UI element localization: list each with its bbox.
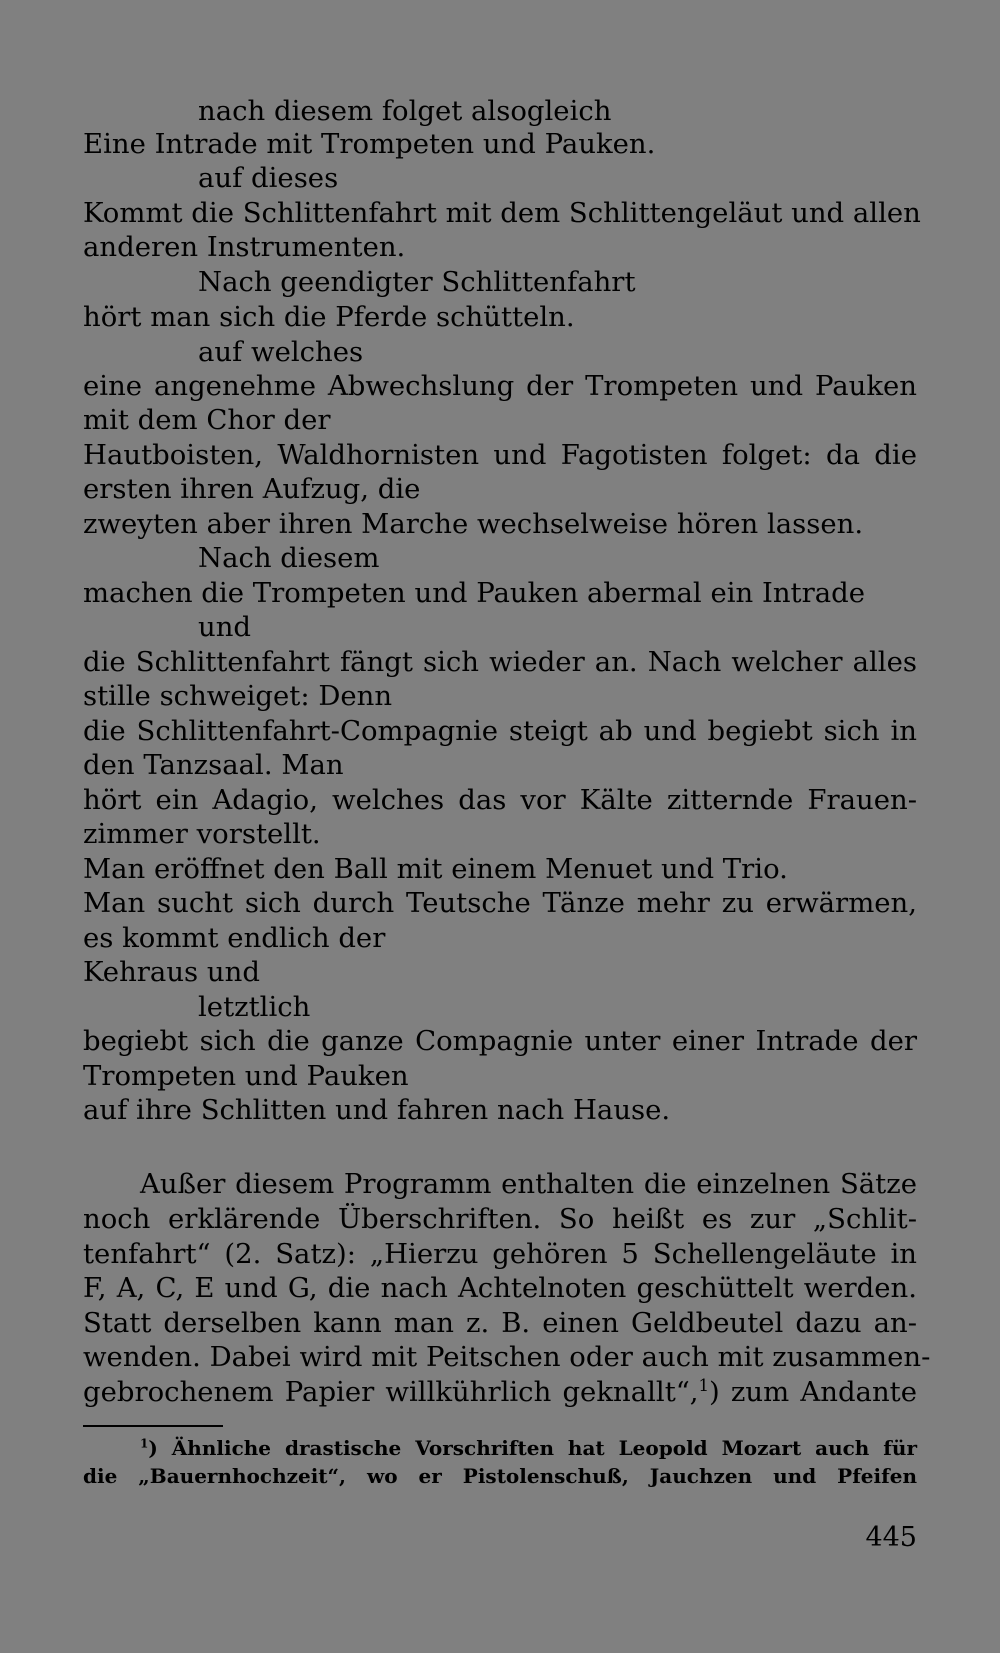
- program-line: machen die Trompeten und Pauken abermal ein Intrade: [83, 577, 866, 609]
- footnote-divider: [83, 1425, 223, 1427]
- footnote-text: ) Ähnliche drastische Vorschriften hat Leopold Mozart auch für: [148, 1436, 917, 1460]
- body-line-text: gebrochenem Papier willkührlich geknallt“,: [83, 1376, 699, 1408]
- program-line: zweyten aber ihren Marche wechselweise hören lassen.: [83, 508, 864, 540]
- program-line: anderen Instrumenten.: [83, 231, 406, 263]
- body-line: tenfahrt“ (2. Satz): „Hierzu gehören 5 Schellengeläute in: [83, 1238, 917, 1270]
- program-line: begiebt sich die ganze Compagnie unter einer Intrade der: [83, 1025, 917, 1057]
- program-line: auf dieses: [198, 162, 339, 194]
- program-line: Man sucht sich durch Teutsche Tänze mehr zu erwärmen,: [83, 887, 917, 919]
- footnote-line: die „Bauernhochzeit“, wo er Pistolenschuß, Jauchzen und Pfeifen: [83, 1464, 917, 1488]
- page-number: 445: [865, 1522, 917, 1553]
- program-line: Nach diesem: [198, 542, 380, 574]
- program-line: Man eröffnet den Ball mit einem Menuet und Trio.: [83, 853, 788, 885]
- program-line: nach diesem folget alsogleich: [198, 95, 612, 127]
- program-line: mit dem Chor der: [83, 404, 331, 436]
- program-line: Eine Intrade mit Trompeten und Pauken.: [83, 128, 656, 160]
- body-line: F, A, C, E und G, die nach Achtelnoten geschüttelt werden.: [83, 1272, 917, 1304]
- program-line: ersten ihren Aufzug, die: [83, 473, 421, 505]
- program-line: Kommt die Schlittenfahrt mit dem Schlittengeläut und allen: [83, 197, 921, 229]
- body-line: wenden. Dabei wird mit Peitschen oder auch mit zusammen-: [83, 1341, 931, 1373]
- program-line: auf welches: [198, 336, 364, 368]
- program-line: Nach geendigter Schlittenfahrt: [198, 266, 636, 298]
- body-line: [83, 1375, 917, 1410]
- program-line: Hautboisten, Waldhornisten und Fagotisten folget: da die: [83, 439, 917, 471]
- footnote-line: [140, 1434, 917, 1462]
- program-line: auf ihre Schlitten und fahren nach Hause.: [83, 1094, 671, 1126]
- program-line: die Schlittenfahrt-Compagnie steigt ab und begiebt sich in: [83, 715, 917, 747]
- program-line: eine angenehme Abwechslung der Trompeten und Pauken: [83, 370, 917, 402]
- program-line: hört ein Adagio, welches das vor Kälte zitternde Frauen-: [83, 784, 917, 816]
- footnote-reference: 1: [698, 1375, 710, 1395]
- program-line: es kommt endlich der: [83, 922, 386, 954]
- program-line: letztlich: [198, 991, 311, 1023]
- body-line: Statt derselben kann man z. B. einen Geldbeutel dazu an-: [83, 1307, 917, 1339]
- body-line-text: ) zum Andante: [709, 1376, 917, 1408]
- program-line: den Tanzsaal. Man: [83, 749, 344, 781]
- body-line: noch erklärende Überschriften. So heißt es zur „Schlit-: [83, 1203, 917, 1235]
- program-line: die Schlittenfahrt fängt sich wieder an. Nach welcher alles: [83, 646, 917, 678]
- program-line: hört man sich die Pferde schütteln.: [83, 301, 575, 333]
- program-line: zimmer vorstellt.: [83, 818, 321, 850]
- program-line: stille schweiget: Denn: [83, 680, 393, 712]
- program-line: Trompeten und Pauken: [83, 1060, 409, 1092]
- body-line: Außer diesem Programm enthalten die einzelnen Sätze: [140, 1168, 917, 1200]
- program-line: und: [198, 611, 252, 643]
- footnote-marker: 1: [140, 1436, 149, 1451]
- program-line: Kehraus und: [83, 956, 260, 988]
